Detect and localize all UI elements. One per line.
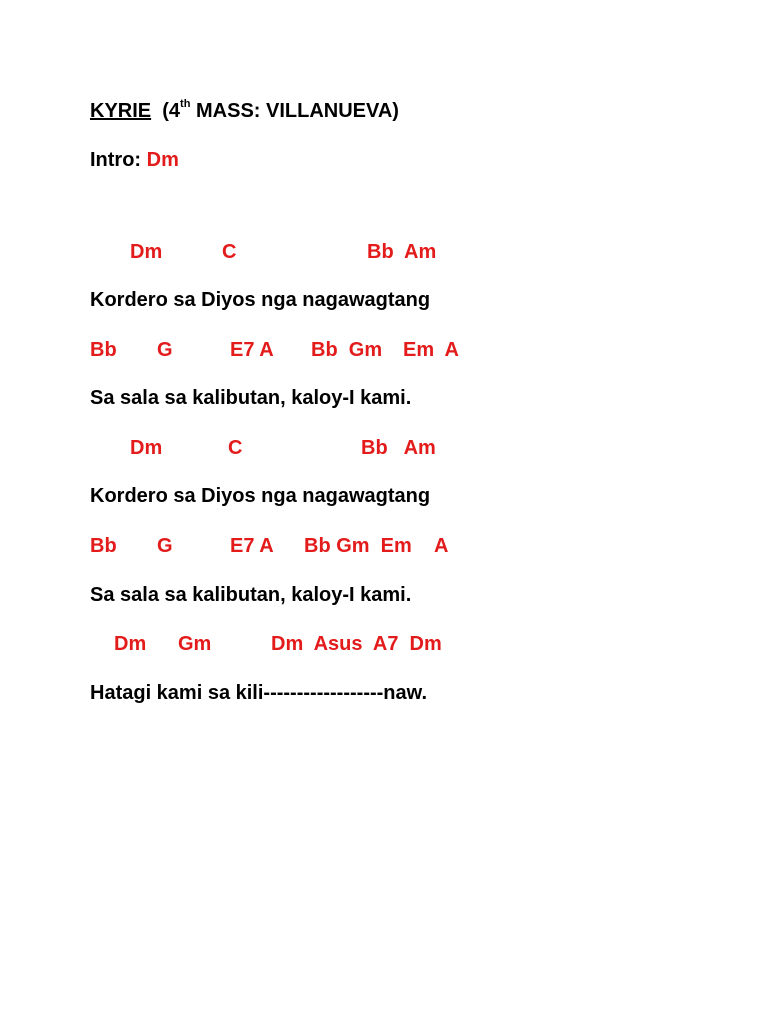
song-title	[90, 99, 399, 123]
lyric-line-3: Kordero sa Diyos nga nagawagtang	[90, 485, 431, 507]
chord: C	[222, 241, 237, 263]
title-ordinal: th	[180, 98, 191, 111]
chord: Bb Gm	[311, 339, 383, 361]
chord: Dm	[114, 633, 147, 655]
chord: Gm	[178, 633, 212, 655]
chord: Bb Am	[361, 437, 436, 459]
chord: Dm Asus A7 Dm	[271, 633, 442, 655]
lyric-line-2: Sa sala sa kalibutan, kaloy-I kami.	[90, 387, 412, 409]
lyric-line-4: Sa sala sa kalibutan, kaloy-I kami.	[90, 584, 412, 606]
chord: C	[228, 437, 243, 459]
intro-chord: Dm	[146, 149, 179, 171]
chord: E7 A	[230, 339, 274, 361]
chord: A	[434, 535, 449, 557]
chord: Bb	[90, 339, 117, 361]
chord: Bb Am	[367, 241, 437, 263]
chord: Dm	[130, 437, 163, 459]
chord: E7 A	[230, 535, 274, 557]
title-rest: MASS: VILLANUEVA)	[190, 100, 399, 122]
chord: Bb Gm Em	[304, 535, 412, 557]
title-word: KYRIE	[90, 100, 152, 122]
title-open: (4	[162, 100, 181, 122]
chord: G	[157, 535, 173, 557]
chord: G	[157, 339, 173, 361]
intro-label: Intro:	[90, 149, 147, 171]
chord: Bb	[90, 535, 117, 557]
chord: Em A	[403, 339, 459, 361]
lyric-line-1: Kordero sa Diyos nga nagawagtang	[90, 289, 431, 311]
intro-line	[90, 148, 179, 172]
chord: Dm	[130, 241, 163, 263]
lyric-line-5: Hatagi kami sa kili------------------naw.	[90, 682, 428, 704]
